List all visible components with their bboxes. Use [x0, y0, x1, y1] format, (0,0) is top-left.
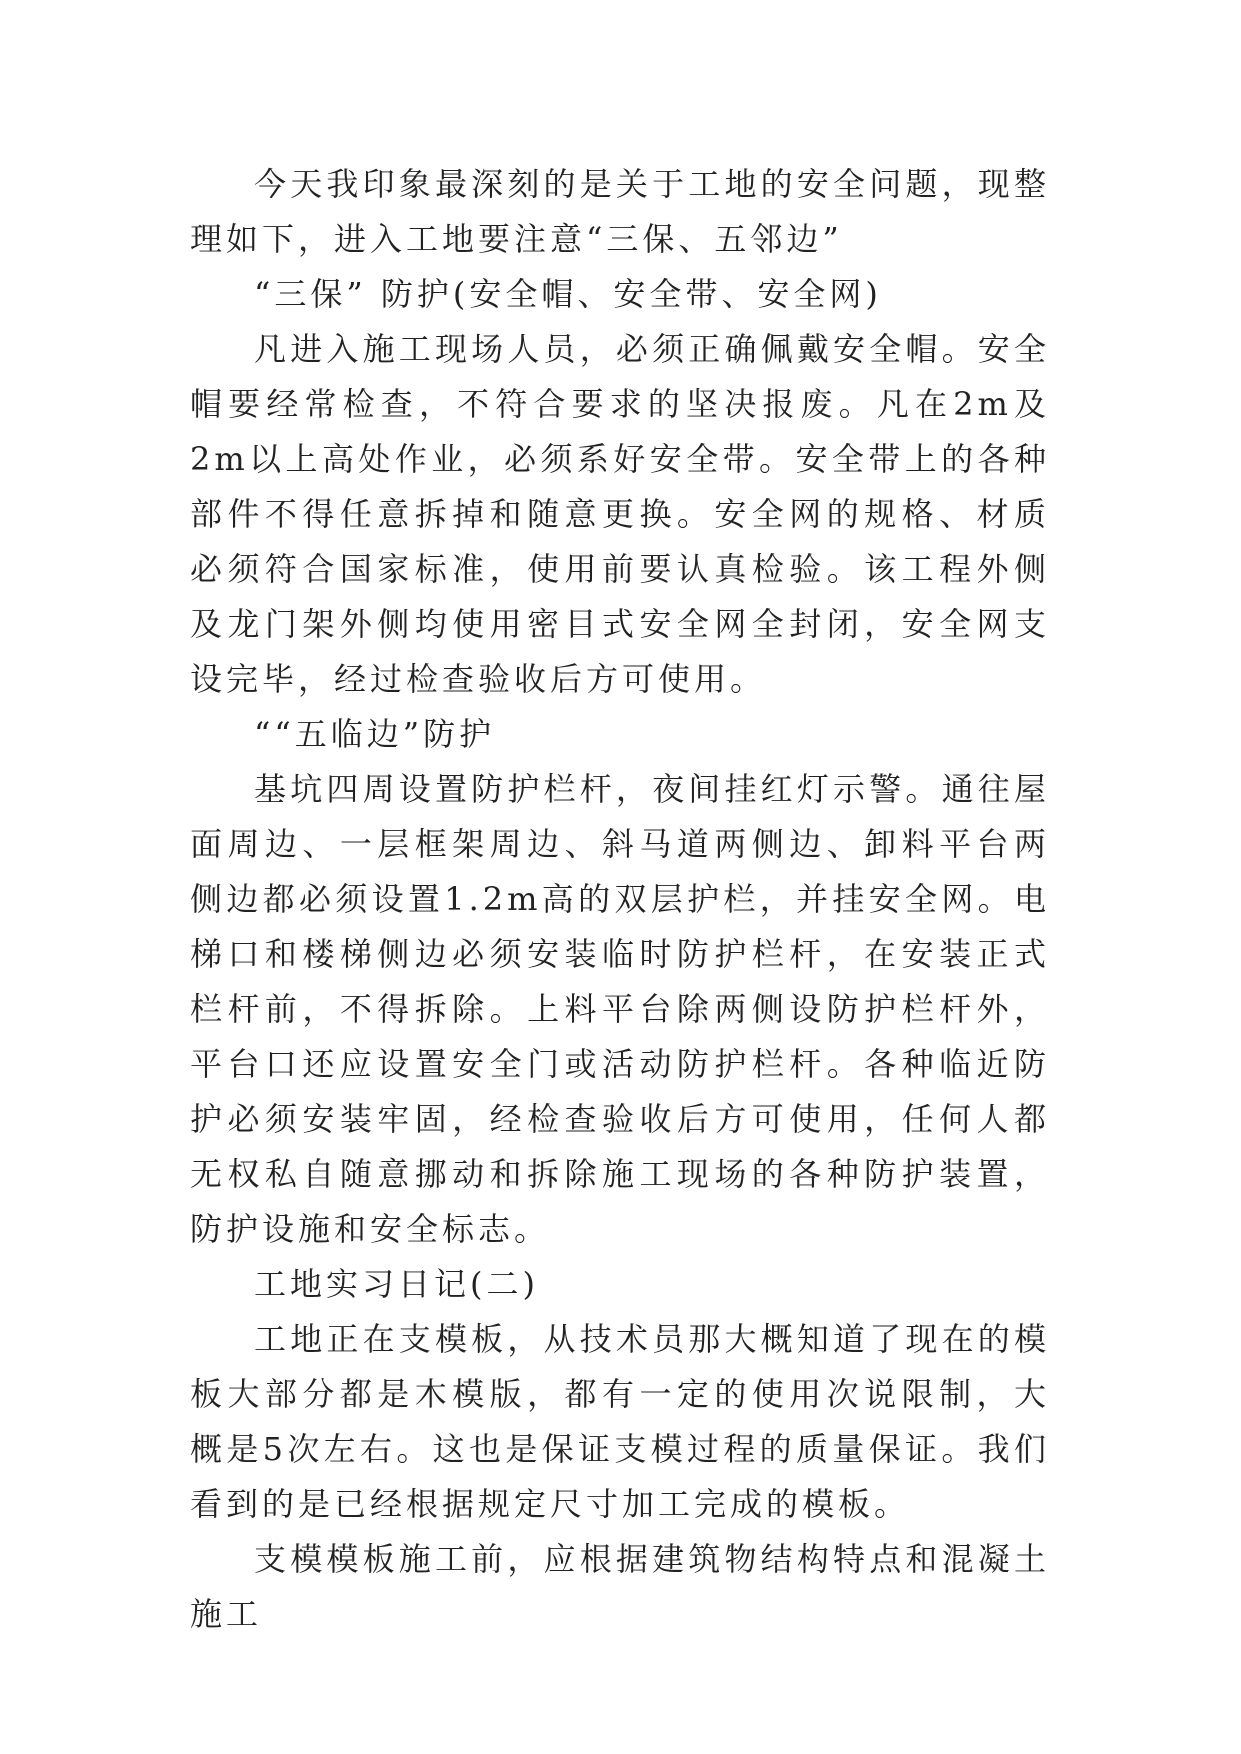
paragraph-formwork-construction: 支模模板施工前，应根据建筑物结构特点和混凝土施工 — [190, 1540, 1050, 1633]
paragraph-intro: 今天我印象最深刻的是关于工地的安全问题，现整理如下，进入工地要注意“三保、五邻边” — [190, 165, 1050, 258]
heading-five-edges: ““五临边”防护 — [254, 715, 496, 753]
document-body — [190, 157, 1050, 1642]
paragraph-five-edges: 基坑四周设置防护栏杆，夜间挂红灯示警。通往屋面周边、一层框架周边、斜马道两侧边、卸料平台两侧边都必须设置1.2m高的双层护栏，并挂安全网。电梯口和楼梯侧边必须安装临时防护栏杆，在安装正式栏杆前，不得拆除。上料平台除两侧设防护栏杆外，平台口还应设置安全门或活动防护栏杆。各种临近防护必须安装牢固，经检查验收后方可使用，任何人都无权私自随意挪动和拆除施工现场的各种防护装置，防护设施和安全标志。 — [190, 770, 1050, 1248]
paragraph-formwork: 工地正在支模板，从技术员那大概知道了现在的模板大部分都是木模版，都有一定的使用次说限制，大概是5次左右。这也是保证支模过程的质量保证。我们看到的是已经根据规定尺寸加工完成的模板。 — [190, 1320, 1050, 1523]
paragraph-three-protections: 凡进入施工现场人员，必须正确佩戴安全帽。安全帽要经常检查，不符合要求的坚决报废。凡在2m及2m以上高处作业，必须系好安全带。安全带上的各种部件不得任意拆掉和随意更换。安全网的规格、材质必须符合国家标准，使用前要认真检验。该工程外侧及龙门架外侧均使用密目式安全网全封闭，安全网支设完毕，经过检查验收后方可使用。 — [190, 330, 1050, 698]
heading-diary-two: 工地实习日记(二) — [254, 1265, 539, 1303]
heading-three-protections: “三保” 防护(安全帽、安全带、安全网) — [254, 275, 882, 313]
